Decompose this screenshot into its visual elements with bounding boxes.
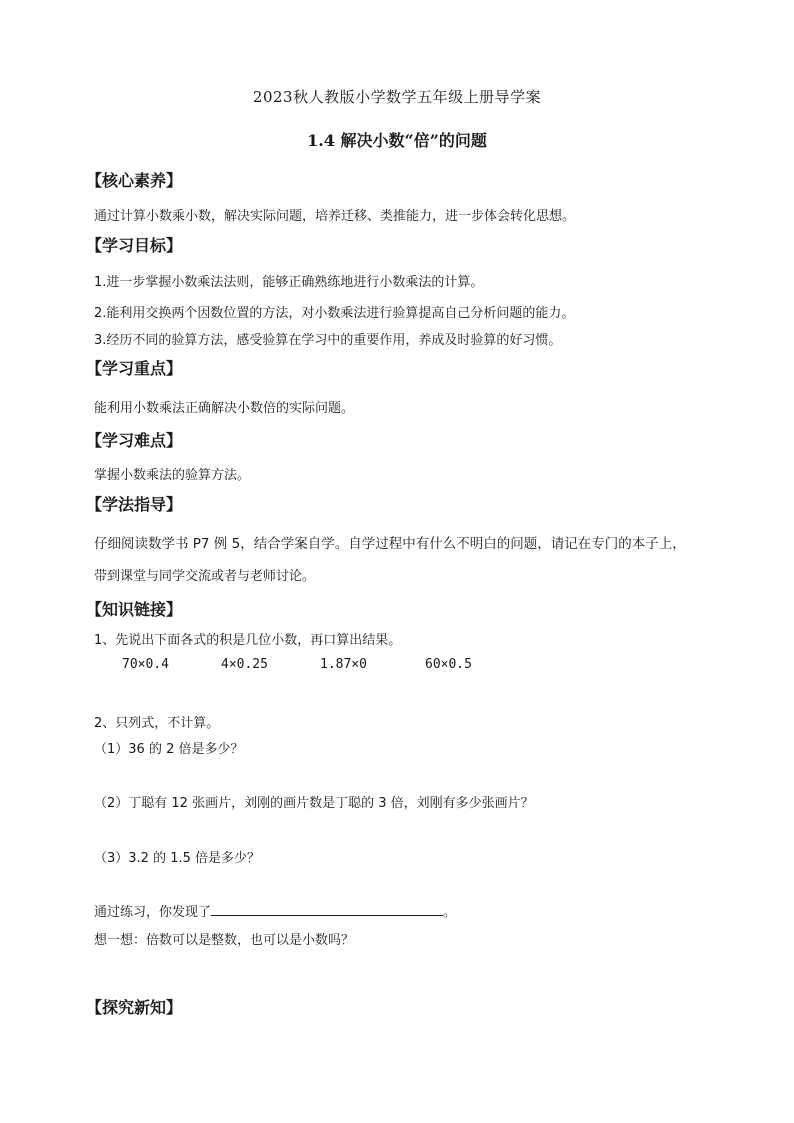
sub-question-1: （1）36 的 2 倍是多少？ (94, 742, 244, 757)
heading-core-literacy: 【核心素养】 (86, 171, 183, 190)
goal-item-1: 1.进一步掌握小数乘法法则，能够正确熟练地进行小数乘法的计算。 (94, 275, 484, 290)
goal-item-2: 2.能利用交换两个因数位置的方法，对小数乘法进行验算提高自己分析问题的能力。 (94, 306, 575, 321)
goal-item-3: 3.经历不同的验算方法，感受验算在学习中的重要作用，养成及时验算的好习惯。 (94, 333, 562, 348)
discovery-line (94, 901, 456, 920)
lesson-title: 1.4 解决小数“倍”的问题 (307, 131, 487, 150)
core-literacy-text: 通过计算小数乘小数，解决实际问题，培养迁移、类推能力，进一步体会转化思想。 (94, 209, 576, 224)
sub-question-2: （2）丁聪有 12 张画片，刘刚的画片数是丁聪的 3 倍，刘刚有多少张画片？ (94, 796, 534, 811)
learning-focus-text: 能利用小数乘法正确解决小数倍的实际问题。 (94, 401, 355, 416)
expression-4: 60×0.5 (425, 657, 472, 672)
question-1-text: 1、先说出下面各式的积是几位小数，再口算出结果。 (94, 633, 402, 648)
expression-3: 1.87×0 (320, 657, 367, 672)
expression-2: 4×0.25 (221, 657, 268, 672)
heading-learning-difficulty: 【学习难点】 (86, 431, 183, 450)
sub-question-3: （3）3.2 的 1.5 倍是多少？ (94, 851, 261, 866)
learning-difficulty-text: 掌握小数乘法的验算方法。 (94, 468, 251, 483)
study-method-line-1: 仔细阅读数学书 P7 例 5，结合学案自学。自学过程中有什么不明白的问题，请记在专门的本子上， (94, 536, 686, 552)
discovery-suffix: 。 (443, 905, 457, 920)
heading-study-method: 【学法指导】 (86, 495, 183, 514)
study-method-line-2: 带到课堂与同学交流或者与老师讨论。 (94, 569, 316, 584)
think-question: 想一想：倍数可以是整数，也可以是小数吗？ (94, 933, 355, 948)
heading-knowledge-link: 【知识链接】 (86, 600, 183, 619)
heading-learning-goals: 【学习目标】 (86, 236, 183, 255)
heading-explore-new: 【探究新知】 (86, 998, 183, 1017)
expression-1: 70×0.4 (122, 657, 169, 672)
heading-learning-focus: 【学习重点】 (86, 359, 183, 378)
question-2-text: 2、只列式，不计算。 (94, 716, 220, 731)
answer-blank[interactable] (211, 903, 443, 916)
discovery-prefix: 通过练习，你发现了 (94, 905, 212, 920)
document-title: 2023秋人教版小学数学五年级上册导学案 (252, 88, 542, 106)
